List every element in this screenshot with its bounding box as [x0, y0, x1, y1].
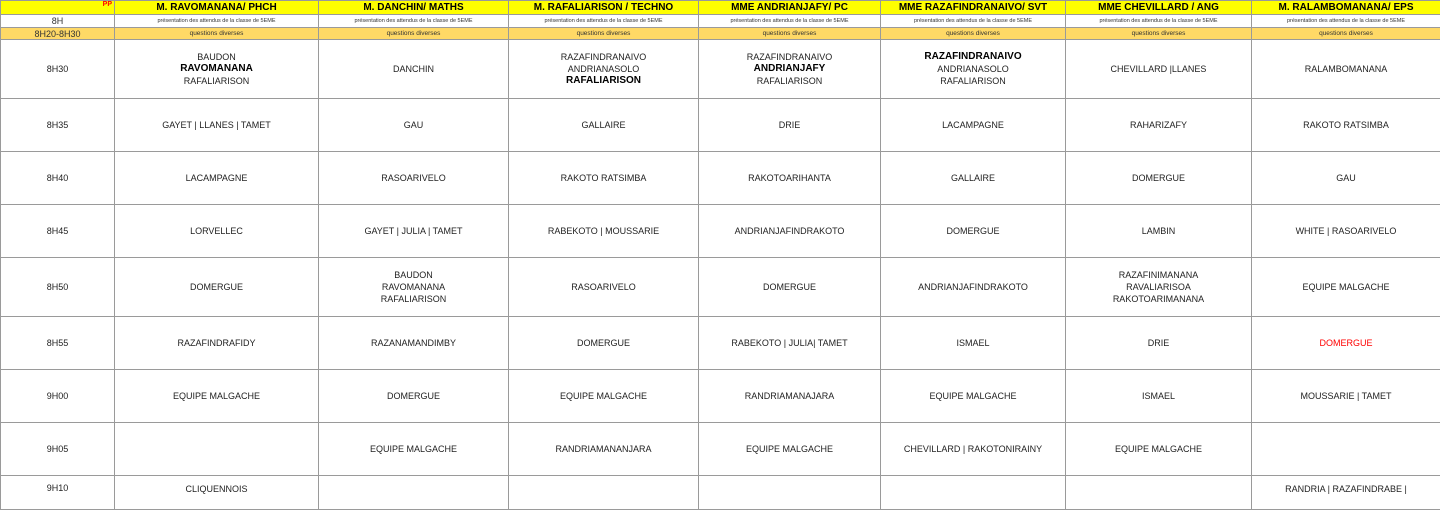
schedule-cell — [881, 40, 1066, 99]
schedule-cell — [699, 258, 881, 317]
student-name: ANDRIANASOLO — [513, 63, 694, 75]
student-name: BAUDON — [119, 51, 314, 63]
schedule-cell — [699, 152, 881, 205]
questions-text: questions diverses — [1066, 28, 1252, 40]
student-name: RAFALIARISON — [885, 75, 1061, 87]
student-name: RAZAFINDRANAIVO — [513, 51, 694, 63]
schedule-cell — [509, 99, 699, 152]
student-name: BAUDON — [323, 269, 504, 281]
schedule-cell — [881, 423, 1066, 476]
schedule-cell — [1252, 258, 1440, 317]
schedule-cell — [115, 152, 319, 205]
student-name: DANCHIN — [323, 63, 504, 75]
schedule-cell — [1066, 317, 1252, 370]
schedule-cell — [1066, 423, 1252, 476]
student-name: ANDRIANJAFINDRAKOTO — [703, 225, 876, 237]
student-name: MOUSSARIE | TAMET — [1256, 390, 1436, 402]
student-name: EQUIPE MALGACHE — [885, 390, 1061, 402]
schedule-cell — [509, 370, 699, 423]
header-row — [1, 1, 1440, 15]
slot-row — [1, 99, 1440, 152]
time-label: 9H10 — [1, 476, 115, 510]
student-name: DOMERGUE — [1070, 172, 1247, 184]
schedule-cell — [509, 258, 699, 317]
intro-text: présentation des attendus de la classe de 5EME — [881, 15, 1066, 28]
student-name: RAFALIARISON — [703, 75, 876, 87]
student-name: RAVOMANANA — [119, 63, 314, 75]
student-name: RANDRIAMANAJARA — [703, 390, 876, 402]
student-name: RASOARIVELO — [513, 281, 694, 293]
time-label: 8H40 — [1, 152, 115, 205]
questions-text: questions diverses — [319, 28, 509, 40]
student-name: GAU — [1256, 172, 1436, 184]
student-name: ANDRIANJAFINDRAKOTO — [885, 281, 1061, 293]
student-name: RAVALIARISOA — [1070, 281, 1247, 293]
schedule-cell — [319, 99, 509, 152]
student-name: RAZANAMANDIMBY — [323, 337, 504, 349]
teacher-header: M. DANCHIN/ MATHS — [319, 1, 509, 15]
student-name: RAKOTOARIMANANA — [1070, 293, 1247, 305]
questions-row — [1, 28, 1440, 40]
student-name: CHEVILLARD |LLANES — [1070, 63, 1247, 75]
teacher-header: M. RAVOMANANA/ PHCH — [115, 1, 319, 15]
schedule-cell — [509, 205, 699, 258]
student-name: LAMBIN — [1070, 225, 1247, 237]
student-name: EQUIPE MALGACHE — [119, 390, 314, 402]
student-name: EQUIPE MALGACHE — [323, 443, 504, 455]
student-name: GAYET | JULIA | TAMET — [323, 225, 504, 237]
schedule-cell — [1066, 40, 1252, 99]
schedule-cell — [881, 317, 1066, 370]
student-name: DOMERGUE — [1256, 337, 1436, 349]
slot-row — [1, 40, 1440, 99]
student-name: RAFALIARISON — [323, 293, 504, 305]
student-name: RANDRIA | RAZAFINDRABE | — [1256, 483, 1436, 495]
student-name: ANDRIANASOLO — [885, 63, 1061, 75]
intro-text: présentation des attendus de la classe de 5EME — [319, 15, 509, 28]
schedule-cell — [115, 423, 319, 476]
intro-row — [1, 15, 1440, 28]
time-label: 9H05 — [1, 423, 115, 476]
time-label: 8H — [1, 15, 115, 28]
student-name: LACAMPAGNE — [119, 172, 314, 184]
slot-row — [1, 152, 1440, 205]
schedule-cell — [881, 258, 1066, 317]
student-name: LORVELLEC — [119, 225, 314, 237]
time-label: 8H45 — [1, 205, 115, 258]
teacher-header: MME CHEVILLARD / ANG — [1066, 1, 1252, 15]
student-name: DRIE — [703, 119, 876, 131]
slot-row — [1, 205, 1440, 258]
student-name: GAU — [323, 119, 504, 131]
time-label: 9H00 — [1, 370, 115, 423]
student-name: DOMERGUE — [323, 390, 504, 402]
schedule-cell — [1252, 40, 1440, 99]
student-name: WHITE | RASOARIVELO — [1256, 225, 1436, 237]
schedule-cell — [1252, 152, 1440, 205]
student-name: CHEVILLARD | RAKOTONIRAINY — [885, 443, 1061, 455]
slot-row — [1, 258, 1440, 317]
student-name: RAVOMANANA — [323, 281, 504, 293]
schedule-cell — [509, 152, 699, 205]
slot-row — [1, 423, 1440, 476]
questions-text: questions diverses — [881, 28, 1066, 40]
schedule-cell — [319, 205, 509, 258]
schedule-cell — [319, 40, 509, 99]
schedule-cell — [115, 99, 319, 152]
teacher-header: M. RALAMBOMANANA/ EPS — [1252, 1, 1440, 15]
student-name: GALLAIRE — [885, 172, 1061, 184]
schedule-cell — [115, 317, 319, 370]
student-name: RAZAFINDRANAIVO — [885, 51, 1061, 63]
student-name: DOMERGUE — [119, 281, 314, 293]
schedule-cell — [319, 152, 509, 205]
schedule-cell — [699, 99, 881, 152]
intro-text: présentation des attendus de la classe de 5EME — [1252, 15, 1440, 28]
questions-text: questions diverses — [1252, 28, 1440, 40]
student-name: LACAMPAGNE — [885, 119, 1061, 131]
slot-row — [1, 370, 1440, 423]
slot-row — [1, 317, 1440, 370]
schedule-cell — [881, 205, 1066, 258]
student-name: RABEKOTO | JULIA| TAMET — [703, 337, 876, 349]
student-name: ANDRIANJAFY — [703, 63, 876, 75]
questions-text: questions diverses — [509, 28, 699, 40]
schedule-cell — [1252, 99, 1440, 152]
schedule-cell — [319, 258, 509, 317]
time-label: 8H30 — [1, 40, 115, 99]
schedule-cell — [509, 40, 699, 99]
schedule-cell — [699, 423, 881, 476]
student-name: DOMERGUE — [885, 225, 1061, 237]
student-name: ISMAEL — [885, 337, 1061, 349]
schedule-cell — [115, 205, 319, 258]
schedule-cell — [1066, 99, 1252, 152]
teacher-header: MME ANDRIANJAFY/ PC — [699, 1, 881, 15]
schedule-cell — [699, 205, 881, 258]
time-label: 8H50 — [1, 258, 115, 317]
schedule-cell — [1252, 317, 1440, 370]
student-name: RAKOTO RATSIMBA — [1256, 119, 1436, 131]
student-name: RANDRIAMANANJARA — [513, 443, 694, 455]
schedule-cell — [1252, 205, 1440, 258]
student-name: EQUIPE MALGACHE — [1070, 443, 1247, 455]
student-name: EQUIPE MALGACHE — [513, 390, 694, 402]
student-name: RASOARIVELO — [323, 172, 504, 184]
schedule-cell — [115, 40, 319, 99]
schedule-cell — [1066, 258, 1252, 317]
schedule-cell — [319, 423, 509, 476]
pp-label: PP — [1, 1, 115, 15]
schedule-cell — [319, 317, 509, 370]
student-name: RABEKOTO | MOUSSARIE — [513, 225, 694, 237]
schedule-cell — [881, 370, 1066, 423]
student-name: ISMAEL — [1070, 390, 1247, 402]
student-name: RAKOTOARIHANTA — [703, 172, 876, 184]
schedule-cell — [509, 317, 699, 370]
schedule-cell — [699, 40, 881, 99]
student-name: EQUIPE MALGACHE — [703, 443, 876, 455]
student-name: RAFALIARISON — [513, 75, 694, 87]
schedule-cell — [1066, 152, 1252, 205]
schedule-cell — [699, 317, 881, 370]
time-label: 8H55 — [1, 317, 115, 370]
student-name: RAZAFINDRAFIDY — [119, 337, 314, 349]
time-label: 8H20-8H30 — [1, 28, 115, 40]
schedule-cell — [1066, 205, 1252, 258]
student-name: RAKOTO RATSIMBA — [513, 172, 694, 184]
schedule-cell — [881, 152, 1066, 205]
student-name: CLIQUENNOIS — [119, 483, 314, 495]
student-name: RAFALIARISON — [119, 75, 314, 87]
schedule-cell — [319, 370, 509, 423]
student-name: RALAMBOMANANA — [1256, 63, 1436, 75]
schedule-cell — [509, 423, 699, 476]
teacher-header: MME RAZAFINDRANAIVO/ SVT — [881, 1, 1066, 15]
student-name: RAZAFINIMANANA — [1070, 269, 1247, 281]
schedule-cell — [115, 370, 319, 423]
intro-text: présentation des attendus de la classe de 5EME — [699, 15, 881, 28]
intro-text: présentation des attendus de la classe de 5EME — [115, 15, 319, 28]
student-name: RAHARIZAFY — [1070, 119, 1247, 131]
questions-text: questions diverses — [699, 28, 881, 40]
questions-text: questions diverses — [115, 28, 319, 40]
student-name: DOMERGUE — [703, 281, 876, 293]
student-name: RAZAFINDRANAIVO — [703, 51, 876, 63]
student-name: DRIE — [1070, 337, 1247, 349]
student-name: GAYET | LLANES | TAMET — [119, 119, 314, 131]
schedule-cell — [881, 99, 1066, 152]
schedule-cell — [1252, 423, 1440, 476]
schedule-cell — [1252, 370, 1440, 423]
teacher-header: M. RAFALIARISON / TECHNO — [509, 1, 699, 15]
student-name: GALLAIRE — [513, 119, 694, 131]
schedule-cell — [115, 258, 319, 317]
intro-text: présentation des attendus de la classe de 5EME — [509, 15, 699, 28]
schedule-cell — [1066, 370, 1252, 423]
student-name: EQUIPE MALGACHE — [1256, 281, 1436, 293]
student-name: DOMERGUE — [513, 337, 694, 349]
time-label: 8H35 — [1, 99, 115, 152]
schedule-cell — [699, 370, 881, 423]
intro-text: présentation des attendus de la classe de 5EME — [1066, 15, 1252, 28]
